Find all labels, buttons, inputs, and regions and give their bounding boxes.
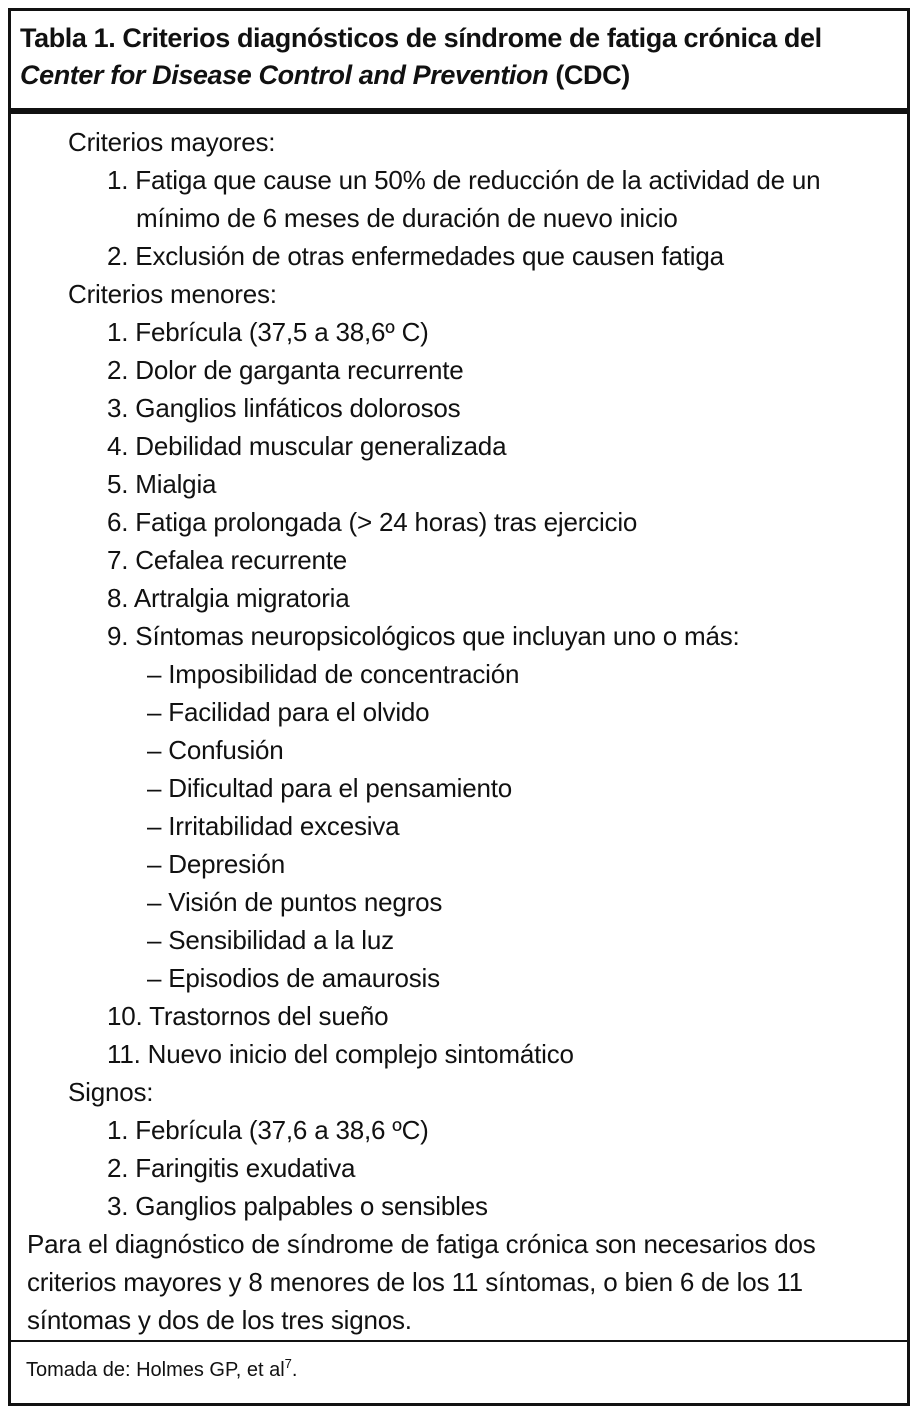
conclusion-line: Para el diagnóstico de síndrome de fatiga crónica son necesarios dos (27, 1229, 816, 1259)
list-item: 11. Nuevo inicio del complejo sintomático (107, 1039, 574, 1069)
source-note (26, 1357, 297, 1383)
minor-criteria-heading: Criterios menores: (68, 279, 277, 309)
major-criteria-heading: Criterios mayores: (68, 127, 276, 157)
list-item: 9. Síntomas neuropsicológicos que incluyan uno o más: (107, 621, 740, 651)
list-item: mínimo de 6 meses de duración de nuevo inicio (136, 203, 678, 233)
sub-list-item: – Imposibilidad de concentración (147, 659, 520, 689)
conclusion-line: síntomas y dos de los tres signos. (27, 1305, 412, 1335)
list-item: 6. Fatiga prolongada (> 24 horas) tras ejercicio (107, 507, 638, 537)
sub-list-item: – Sensibilidad a la luz (147, 925, 394, 955)
sub-list-item: – Facilidad para el olvido (147, 697, 430, 727)
title-main: Tabla 1. Criterios diagnósticos de síndrome de fatiga crónica del (20, 23, 822, 53)
list-item: 8. Artralgia migratoria (107, 583, 350, 613)
footer-divider (11, 1340, 907, 1342)
title-organization: Center for Disease Control and Prevention (20, 60, 549, 90)
title-divider (11, 108, 907, 114)
table-title (20, 20, 890, 94)
source-reference: 7 (284, 1356, 292, 1371)
sub-list-item: – Depresión (147, 849, 285, 879)
list-item: 2. Faringitis exudativa (107, 1153, 356, 1183)
title-abbreviation: (CDC) (548, 60, 630, 90)
sub-list-item: – Visión de puntos negros (147, 887, 443, 917)
list-item: 1. Febrícula (37,6 a 38,6 ºC) (107, 1115, 429, 1145)
signs-heading: Signos: (68, 1077, 154, 1107)
list-item: 2. Exclusión de otras enfermedades que causen fatiga (107, 241, 724, 271)
conclusion-line: criterios mayores y 8 menores de los 11 síntomas, o bien 6 de los 11 (27, 1267, 803, 1297)
list-item: 3. Ganglios palpables o sensibles (107, 1191, 488, 1221)
source-text: Tomada de: Holmes GP, et al (26, 1359, 285, 1381)
sub-list-item: – Confusión (147, 735, 284, 765)
sub-list-item: – Episodios de amaurosis (147, 963, 440, 993)
list-item: 2. Dolor de garganta recurrente (107, 355, 464, 385)
list-item: 10. Trastornos del sueño (107, 1001, 389, 1031)
list-item: 1. Febrícula (37,5 a 38,6º C) (107, 317, 429, 347)
list-item: 1. Fatiga que cause un 50% de reducción de la actividad de un (107, 165, 821, 195)
list-item: 4. Debilidad muscular generalizada (107, 431, 507, 461)
source-end: . (291, 1359, 298, 1381)
list-item: 7. Cefalea recurrente (107, 545, 348, 575)
sub-list-item: – Dificultad para el pensamiento (147, 773, 513, 803)
list-item: 5. Mialgia (107, 469, 217, 499)
list-item: 3. Ganglios linfáticos dolorosos (107, 393, 461, 423)
sub-list-item: – Irritabilidad excesiva (147, 811, 400, 841)
